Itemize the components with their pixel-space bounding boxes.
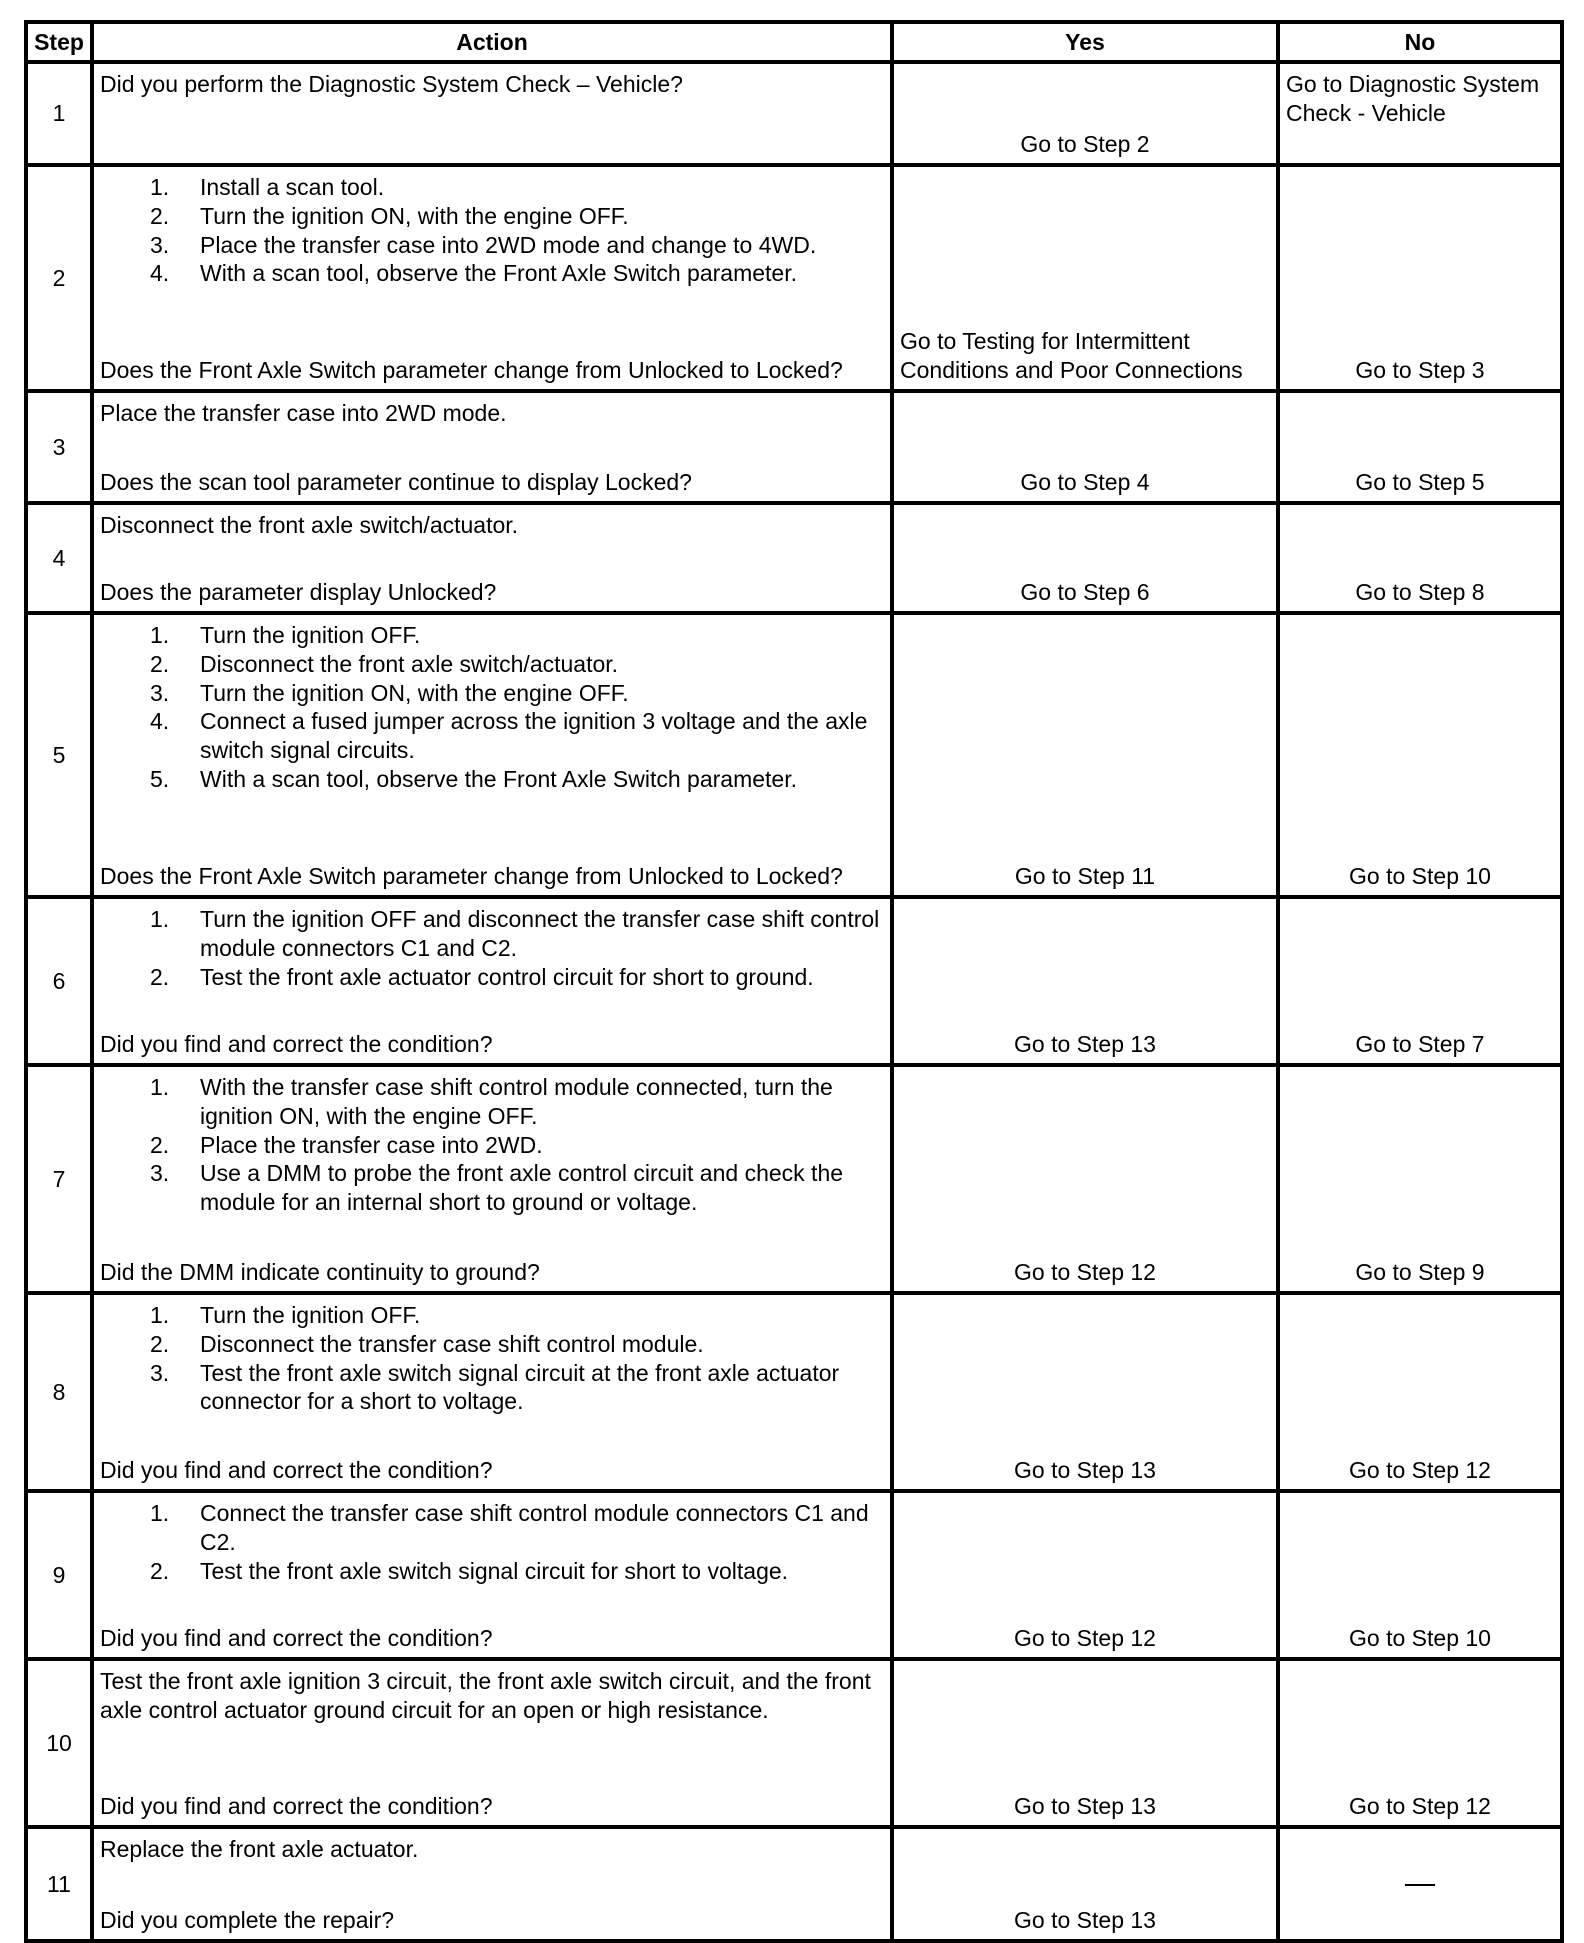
step-number: 11 [26, 1827, 92, 1941]
action-cell [92, 165, 892, 391]
action-cell [92, 503, 892, 613]
no-result: Go to Step 5 [1355, 469, 1485, 496]
yes-result: Go to Step 2 [1020, 131, 1150, 158]
procedure-item [100, 1131, 884, 1160]
no-result: Go to Step 12 [1349, 1793, 1491, 1820]
procedure-item-text: Connect a fused jumper across the ignition 3 voltage and the axle switch signal circuits. [200, 708, 868, 764]
yes-result-cell [892, 613, 1278, 897]
no-result: Go to Step 7 [1355, 1031, 1485, 1058]
table-row [26, 1065, 1562, 1293]
no-result: Go to Step 10 [1349, 1625, 1491, 1652]
procedure-item-text: Disconnect the front axle switch/actuator. [200, 650, 619, 677]
action-instruction: Place the transfer case into 2WD mode. [100, 400, 507, 426]
procedure-item-number: 3. [150, 679, 170, 706]
procedure-item-text: Test the front axle switch signal circuit at the front axle actuator connector for a short to voltage. [200, 1359, 840, 1415]
yes-result: Go to Step 12 [1014, 1259, 1156, 1286]
table-row [26, 165, 1562, 391]
no-result: Go to Step 9 [1355, 1259, 1485, 1286]
procedure-item-number: 2. [150, 650, 170, 677]
procedure-item-number: 1. [150, 1074, 170, 1100]
procedure-item [100, 202, 884, 231]
no-result: Go to Step 3 [1355, 357, 1485, 384]
no-result-cell [1278, 1293, 1562, 1491]
procedure-item [100, 1499, 884, 1557]
procedure-item [100, 1159, 884, 1217]
table-row [26, 1491, 1562, 1659]
yes-result: Go to Step 13 [1014, 1031, 1156, 1058]
no-result-cell [1278, 391, 1562, 503]
action-question: Does the Front Axle Switch parameter change from Unlocked to Locked? [100, 863, 843, 890]
procedure-item [100, 621, 884, 650]
procedure-item-number: 2. [150, 963, 170, 990]
yes-result: Go to Step 13 [1014, 1457, 1156, 1484]
no-result-cell [1278, 62, 1562, 165]
procedure-list [100, 905, 884, 991]
procedure-item-text: Install a scan tool. [200, 174, 385, 200]
procedure-item-number: 3. [150, 231, 170, 258]
table-row [26, 1293, 1562, 1491]
header-yes: Yes [892, 22, 1278, 62]
yes-result: Go to Testing for Intermittent Conditions and Poor Connections [900, 328, 1243, 384]
procedure-list [100, 1499, 884, 1585]
action-cell [92, 1491, 892, 1659]
no-result-cell [1278, 1659, 1562, 1827]
procedure-item-number: 2. [150, 1330, 170, 1357]
procedure-item-number: 1. [150, 906, 170, 932]
procedure-item-text: Connect the transfer case shift control module connectors C1 and C2. [200, 1500, 869, 1555]
procedure-item [100, 173, 884, 202]
yes-result-cell [892, 1827, 1278, 1941]
procedure-item-text: With a scan tool, observe the Front Axle Switch parameter. [200, 765, 798, 792]
diagnostic-table [24, 20, 1564, 1943]
action-question: Did you complete the repair? [100, 1907, 395, 1934]
yes-result: Go to Step 11 [1014, 863, 1156, 890]
procedure-item-number: 1. [150, 622, 170, 648]
procedure-item-number: 4. [150, 708, 170, 735]
action-cell [92, 613, 892, 897]
yes-result: Go to Step 13 [1014, 1907, 1156, 1934]
procedure-item [100, 679, 884, 708]
step-number: 10 [26, 1659, 92, 1827]
procedure-list [100, 1073, 884, 1217]
no-result-cell [1278, 613, 1562, 897]
action-question: Did you find and correct the condition? [100, 1031, 493, 1058]
action-question: Did you find and correct the condition? [100, 1793, 493, 1820]
procedure-item-number: 3. [150, 1359, 170, 1386]
procedure-item-text: Turn the ignition OFF. [200, 1302, 421, 1328]
procedure-item-text: Disconnect the transfer case shift control module. [200, 1330, 704, 1357]
procedure-item [100, 1359, 884, 1417]
action-cell [92, 1293, 892, 1491]
procedure-item [100, 963, 884, 992]
no-result: Go to Diagnostic System Check - Vehicle [1286, 71, 1540, 126]
procedure-item-number: 1. [150, 1500, 170, 1526]
yes-result-cell [892, 391, 1278, 503]
procedure-item-text: Turn the ignition OFF. [200, 622, 421, 648]
no-result-cell [1278, 1491, 1562, 1659]
table-row [26, 897, 1562, 1065]
action-cell [92, 1659, 892, 1827]
yes-result-cell [892, 1491, 1278, 1659]
action-question: Does the scan tool parameter continue to display Locked? [100, 469, 692, 496]
table-row [26, 613, 1562, 897]
no-result-cell [1278, 897, 1562, 1065]
step-number: 2 [26, 165, 92, 391]
yes-result: Go to Step 6 [1020, 579, 1150, 606]
step-number: 9 [26, 1491, 92, 1659]
action-cell [92, 1827, 892, 1941]
procedure-item-text: Use a DMM to probe the front axle control circuit and check the module for an internal short to ground or voltage. [200, 1160, 844, 1216]
procedure-item-number: 2. [150, 1557, 170, 1584]
procedure-item [100, 1301, 884, 1330]
procedure-item-number: 3. [150, 1160, 170, 1187]
step-number: 5 [26, 613, 92, 897]
action-cell [92, 897, 892, 1065]
step-number: 3 [26, 391, 92, 503]
no-result: Go to Step 8 [1355, 579, 1485, 606]
no-result-cell [1278, 1827, 1562, 1941]
yes-result-cell [892, 1065, 1278, 1293]
procedure-item [100, 765, 884, 794]
action-cell [92, 1065, 892, 1293]
step-number: 7 [26, 1065, 92, 1293]
procedure-item-text: Turn the ignition OFF and disconnect the transfer case shift control module connectors C1 and C2. [200, 906, 880, 961]
yes-result: Go to Step 13 [1014, 1793, 1156, 1820]
procedure-item [100, 1073, 884, 1131]
action-question: Does the Front Axle Switch parameter change from Unlocked to Locked? [100, 357, 843, 384]
procedure-item [100, 231, 884, 260]
procedure-item-number: 1. [150, 174, 170, 200]
procedure-item-text: Test the front axle switch signal circuit for short to voltage. [200, 1557, 789, 1584]
yes-result: Go to Step 12 [1014, 1625, 1156, 1652]
procedure-list [100, 1301, 884, 1416]
table-row [26, 1827, 1562, 1941]
action-instruction: Replace the front axle actuator. [100, 1836, 419, 1862]
action-instruction: Did you perform the Diagnostic System Check – Vehicle? [100, 71, 683, 97]
action-cell [92, 62, 892, 165]
yes-result-cell [892, 1293, 1278, 1491]
procedure-item [100, 1330, 884, 1359]
yes-result-cell [892, 165, 1278, 391]
procedure-item [100, 905, 884, 963]
action-question: Did you find and correct the condition? [100, 1457, 493, 1484]
table-row [26, 503, 1562, 613]
header-action: Action [92, 22, 892, 62]
procedure-item [100, 259, 884, 288]
procedure-item-number: 1. [150, 1302, 170, 1328]
procedure-item-text: With a scan tool, observe the Front Axle Switch parameter. [200, 260, 798, 287]
procedure-item-text: Place the transfer case into 2WD. [200, 1131, 543, 1158]
action-instruction: Disconnect the front axle switch/actuator. [100, 512, 519, 538]
no-result-cell [1278, 503, 1562, 613]
yes-result: Go to Step 4 [1020, 469, 1150, 496]
step-number: 1 [26, 62, 92, 165]
header-no: No [1278, 22, 1562, 62]
procedure-item [100, 707, 884, 765]
no-result: — [1405, 1866, 1435, 1900]
procedure-item-text: With the transfer case shift control module connected, turn the ignition ON, with the engine OFF. [200, 1074, 833, 1129]
no-result-cell [1278, 1065, 1562, 1293]
no-result: Go to Step 10 [1349, 863, 1491, 890]
procedure-item-text: Test the front axle actuator control circuit for short to ground. [200, 963, 814, 990]
procedure-item-text: Turn the ignition ON, with the engine OFF. [200, 679, 629, 706]
action-instruction: Test the front axle ignition 3 circuit, the front axle switch circuit, and the front axle control actuator ground circuit for an open or high resistance. [100, 1668, 871, 1723]
yes-result-cell [892, 897, 1278, 1065]
no-result: Go to Step 12 [1349, 1457, 1491, 1484]
header-row [26, 22, 1562, 62]
procedure-item-number: 4. [150, 260, 170, 287]
step-number: 6 [26, 897, 92, 1065]
procedure-item-number: 2. [150, 1131, 170, 1158]
procedure-item [100, 650, 884, 679]
step-number: 8 [26, 1293, 92, 1491]
procedure-item [100, 1557, 884, 1586]
table-row [26, 62, 1562, 165]
action-question: Did you find and correct the condition? [100, 1625, 493, 1652]
table-row [26, 391, 1562, 503]
yes-result-cell [892, 503, 1278, 613]
procedure-list [100, 621, 884, 794]
yes-result-cell [892, 62, 1278, 165]
table-row [26, 1659, 1562, 1827]
procedure-list [100, 173, 884, 288]
procedure-item-text: Place the transfer case into 2WD mode and change to 4WD. [200, 231, 817, 258]
no-result-cell [1278, 165, 1562, 391]
procedure-item-text: Turn the ignition ON, with the engine OFF. [200, 202, 629, 229]
header-step: Step [26, 22, 92, 62]
yes-result-cell [892, 1659, 1278, 1827]
step-number: 4 [26, 503, 92, 613]
procedure-item-number: 2. [150, 202, 170, 229]
action-cell [92, 391, 892, 503]
procedure-item-number: 5. [150, 765, 170, 792]
action-question: Does the parameter display Unlocked? [100, 579, 497, 606]
action-question: Did the DMM indicate continuity to ground? [100, 1259, 540, 1286]
